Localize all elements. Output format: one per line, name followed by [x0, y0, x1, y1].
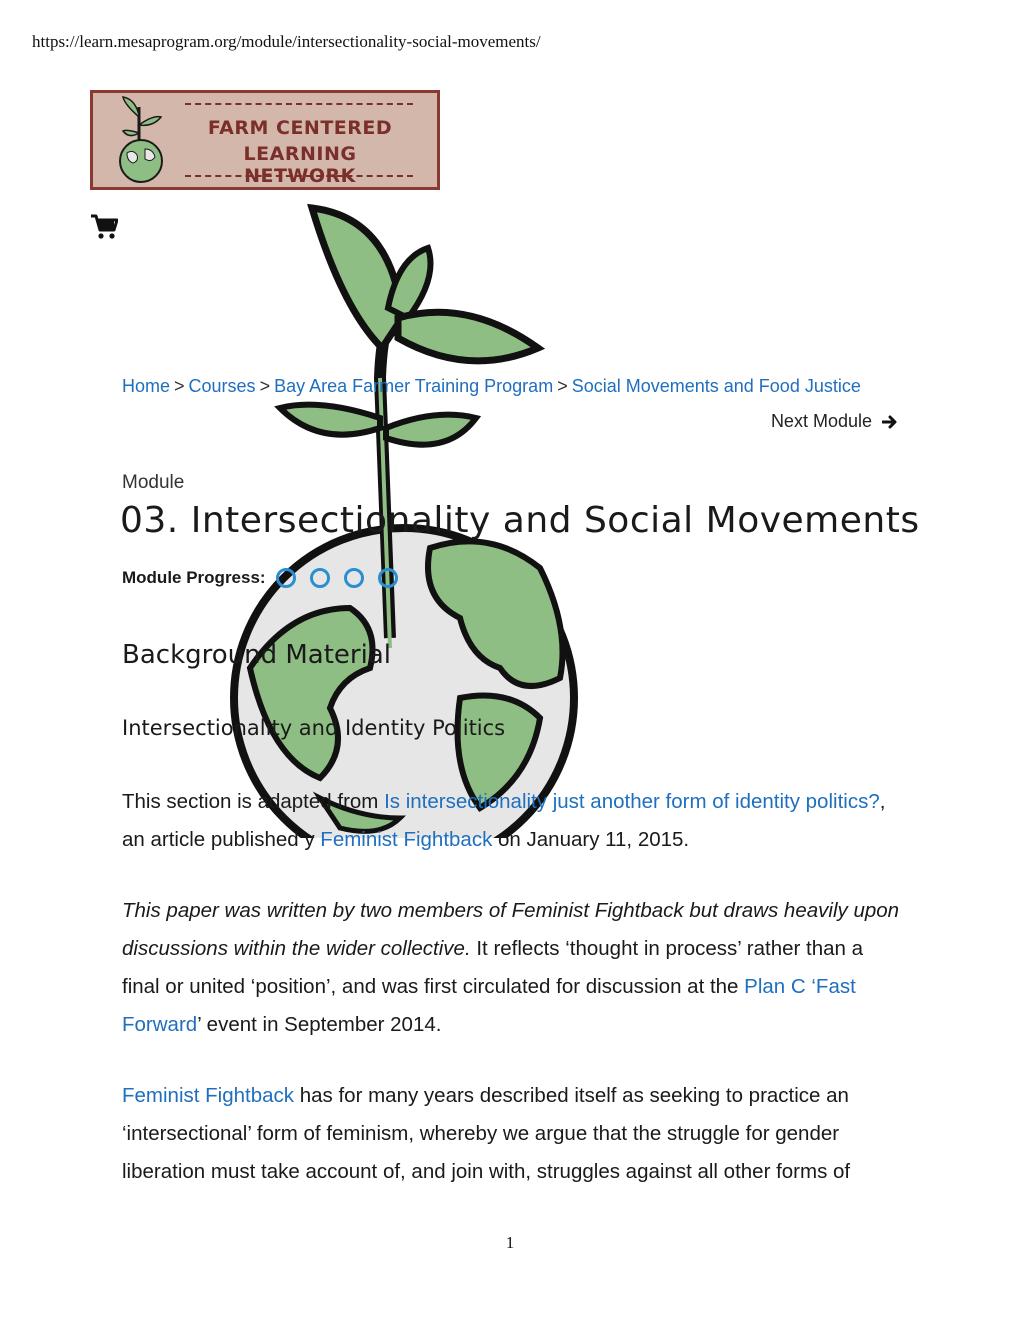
module-progress [122, 568, 398, 588]
feminist-fightback-link[interactable]: Feminist Fightback [122, 1084, 295, 1107]
breadcrumb-courses[interactable]: Courses [188, 376, 256, 396]
section-heading: Background Material [122, 640, 392, 670]
progress-step-2 [310, 568, 330, 588]
breadcrumb-separator: > [557, 376, 568, 396]
breadcrumb-course[interactable]: Social Movements and Food Justice [571, 376, 861, 396]
progress-step-4 [378, 568, 398, 588]
italic-note: This paper was written by two members of Feminist Fightback but draws heavily upon discussions within the wider collective. [122, 899, 900, 960]
text-run: ’ event in September 2014. [197, 1013, 442, 1036]
plan-c-link[interactable]: Plan C ‘Fast Forward [122, 975, 856, 1036]
article-link[interactable]: Is intersectionality just another form of identity politics? [384, 790, 880, 813]
sprout-globe-icon [93, 93, 183, 187]
shopping-cart-icon[interactable] [90, 214, 118, 240]
page-title: 03. Intersectionality and Social Movements [120, 500, 920, 541]
text-run: has for many years described itself as seeking to practice an ‘intersectional’ form of feminism, whereby we argue that the struggle for gender liberation must take account of, and join with, struggles against all other forms of [122, 1084, 851, 1183]
breadcrumb-separator: > [174, 376, 185, 396]
logo-line-1: FARM CENTERED [207, 117, 393, 139]
arrow-right-icon [882, 414, 898, 430]
text-run: on January 11, 2015. [492, 828, 690, 851]
progress-step-3 [344, 568, 364, 588]
section-subheading: Intersectionality and Identity Politics [122, 716, 506, 740]
site-logo[interactable] [90, 90, 440, 190]
page-number: 1 [505, 1233, 515, 1252]
logo-divider-top [185, 103, 413, 105]
progress-step-1 [276, 568, 296, 588]
progress-indicator [276, 568, 398, 588]
logo-line-2: LEARNING NETWORK [243, 143, 357, 187]
paragraph-note [122, 892, 902, 1044]
breadcrumb-home[interactable]: Home [122, 376, 171, 396]
text-run: , an article published y [122, 790, 886, 851]
module-label: Module [122, 472, 185, 493]
text-run: It reflects ‘thought in process’ rather than a final or united ‘position’, and was first circulated for discussion at the [122, 937, 864, 998]
logo-divider-bottom [185, 175, 413, 177]
next-module-label: Next Module [770, 411, 872, 431]
module-progress-label: Module Progress: [122, 568, 266, 587]
paragraph-intro [122, 783, 902, 859]
next-module-button[interactable] [771, 411, 898, 432]
breadcrumb [122, 376, 861, 397]
feminist-fightback-link[interactable]: Feminist Fightback [320, 828, 493, 851]
breadcrumb-separator: > [259, 376, 271, 396]
paragraph-body [122, 1077, 902, 1191]
page-url: https://learn.mesaprogram.org/module/intersectionality-social-movements/ [32, 32, 541, 51]
text-run: This section is adapted from [122, 790, 385, 813]
breadcrumb-program[interactable]: Bay Area Farmer Training Program [274, 376, 554, 396]
